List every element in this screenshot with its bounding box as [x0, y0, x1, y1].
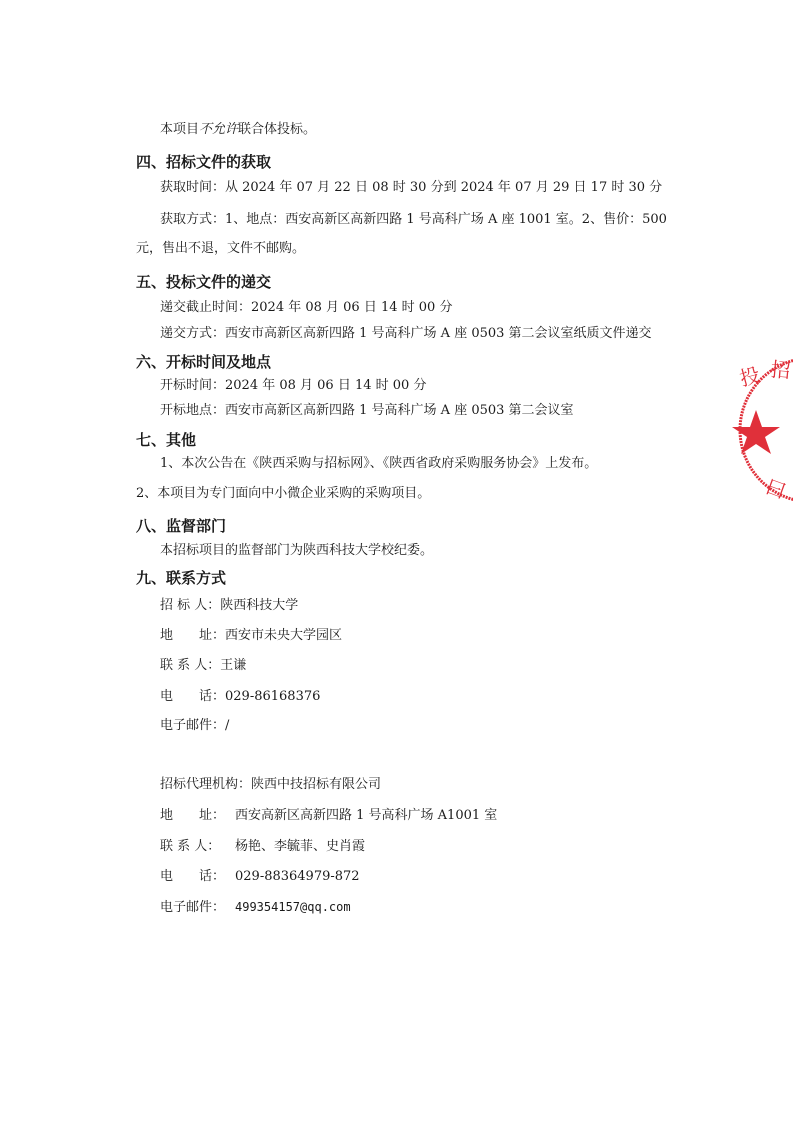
agency-contact: 杨艳、李毓菲、史肖霞	[235, 839, 366, 854]
seal-char-1: 投	[737, 362, 763, 391]
opening-place: 开标地点：西安市高新区高新四路 1 号高科广场 A 座 0503 第二会议室	[160, 403, 574, 418]
joint-bid-statement	[160, 122, 316, 138]
buyer-contact-label: 联 系 人：	[160, 658, 221, 673]
agency-address-label: 地 址：	[160, 808, 226, 823]
agency-name: 陕西中技招标有限公司	[251, 777, 382, 792]
buyer-address: 西安市未央大学园区	[225, 628, 343, 643]
agency-name-label: 招标代理机构：	[160, 777, 252, 792]
section-5-heading: 五、投标文件的递交	[136, 273, 272, 291]
obtain-method-line2: 元，售出不退，文件不邮购。	[136, 241, 306, 256]
agency-phone-row	[160, 869, 360, 885]
buyer-phone-row	[160, 689, 320, 705]
obtain-method-line1: 获取方式：1、地点：西安高新区高新四路 1 号高科广场 A 座 1001 室。2、售价：500	[160, 212, 667, 227]
buyer-name-label: 招 标 人：	[160, 598, 221, 613]
section-6-heading: 六、开标时间及地点	[136, 353, 272, 371]
supervision-text: 本招标项目的监督部门为陕西科技大学校纪委。	[160, 543, 434, 558]
agency-name-row	[160, 777, 381, 793]
seal-char-2: 招	[769, 357, 792, 383]
buyer-phone-label: 电 话：	[160, 689, 226, 704]
agency-address-row	[160, 808, 497, 824]
joint-bid-post: 联合体投标。	[238, 122, 317, 137]
buyer-email: /	[225, 718, 230, 733]
section-8-heading: 八、监督部门	[136, 517, 227, 535]
official-seal	[732, 350, 793, 510]
agency-email-label: 电子邮件：	[160, 900, 226, 915]
agency-phone-label: 电 话：	[160, 869, 226, 884]
buyer-contact-row	[160, 658, 246, 674]
other-item-1: 1、本次公告在《陕西采购与招标网》、《陕西省政府采购服务协会》上发布。	[160, 456, 598, 471]
buyer-address-row	[160, 628, 342, 644]
joint-bid-emphasis: 不允许	[199, 122, 239, 137]
section-9-heading: 九、联系方式	[136, 569, 227, 587]
joint-bid-pre: 本项目	[160, 122, 200, 137]
buyer-name-row	[160, 598, 298, 614]
other-item-2: 2、本项目为专门面向中小微企业采购的采购项目。	[136, 486, 431, 501]
section-4-heading: 四、招标文件的获取	[136, 153, 272, 171]
agency-address: 西安高新区高新四路 1 号高科广场 A1001 室	[235, 808, 498, 823]
agency-contact-label: 联 系 人：	[160, 839, 221, 854]
obtain-time: 获取时间：从 2024 年 07 月 22 日 08 时 30 分到 2024 年 07 月 29 日 17 时 30 分	[160, 180, 663, 195]
buyer-address-label: 地 址：	[160, 628, 226, 643]
opening-time: 开标时间：2024 年 08 月 06 日 14 时 00 分	[160, 378, 427, 393]
buyer-email-label: 电子邮件：	[160, 718, 226, 733]
section-7-heading: 七、其他	[136, 431, 197, 449]
submit-deadline: 递交截止时间：2024 年 08 月 06 日 14 时 00 分	[160, 300, 453, 315]
agency-contact-row	[160, 839, 365, 855]
buyer-name: 陕西科技大学	[220, 598, 299, 613]
agency-email-row	[160, 899, 351, 916]
buyer-phone: 029-86168376	[225, 689, 321, 704]
submit-method: 递交方式：西安市高新区高新四路 1 号高科广场 A 座 0503 第二会议室纸质文件递交	[160, 326, 652, 341]
seal-char-3: 曰	[762, 474, 790, 504]
buyer-email-row	[160, 718, 229, 734]
buyer-contact: 王谦	[220, 658, 247, 673]
agency-phone: 029-88364979-872	[235, 869, 360, 884]
agency-email: 499354157@qq.com	[235, 900, 351, 914]
